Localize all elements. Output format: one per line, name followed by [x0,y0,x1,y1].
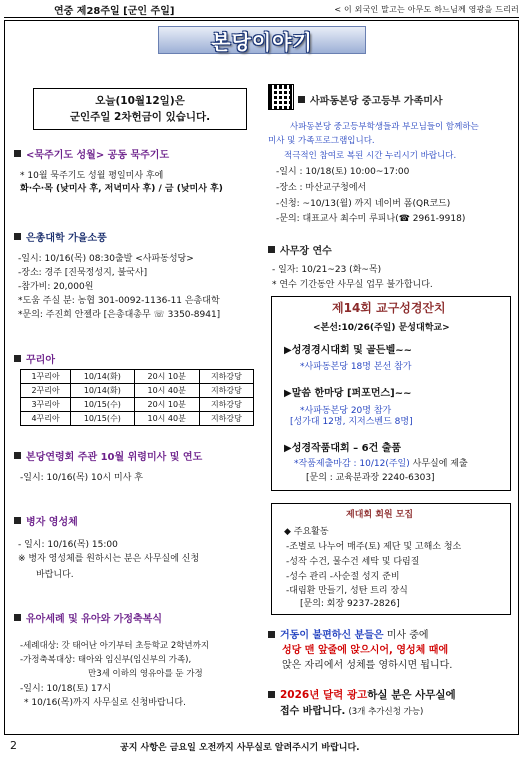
curia-table [20,369,254,426]
table-cell: 2꾸리아 [21,384,71,398]
seat-notice-line2: 성당 맨 앞줄에 앉으시어, 영성체 때에 [282,645,449,656]
elder-univ-line: -장소: 경주 [진묵정성지, 불국사] [18,268,148,278]
festival-item1: ▶성경경시대회 및 골든벨~~ [284,345,413,356]
sick-line1: - 일시: 10/16(목) 15:00 [18,540,118,550]
youth-intro3: 적극적인 참여로 복된 시간 누리시기 바랍니다. [284,151,457,161]
baptism-section-title: 유아세례 및 유아와 가정축복식 [14,610,162,625]
calendar-ad-line1: 2026년 달력 광고하실 분은 사무실에 [268,689,456,703]
recruit-line: -조별로 나누어 매주(토) 제단 및 고해소 청소 [286,542,462,552]
table-row [21,398,254,412]
square-bullet-icon [14,233,21,240]
recruit-line: -성작 수건, 물수건 세탁 및 다림질 [286,557,420,567]
baptism-line: -일시: 10/18(토) 17시 [20,684,112,694]
festival-item2: ▶말씀 한마당 [퍼포먼스]~~ [284,388,412,399]
office-line2: * 연수 기간동안 사무실 업무 불가합니다. [272,280,433,290]
elder-univ-line: *도움 주실 분: 농협 301-0092-1136-11 은총대학 [18,296,220,306]
table-cell: 10시 40분 [134,384,199,398]
collection-notice [33,88,247,130]
footer-notice: 공지 사항은 금요일 오전까지 사무실로 알려주시기 바랍니다. [120,743,360,753]
recruit-line: -대림환 만들기, 성탄 트리 장식 [286,586,408,596]
sick-line3: 바랍니다. [36,570,74,580]
rosary-section-title: <묵주기도 성월> 공동 묵주기도 [14,146,169,161]
youth-mass-section-title: 사파동본당 중고등부 가족미사 [298,92,443,107]
table-cell: 10/14(화) [71,370,134,384]
square-bullet-icon [14,355,21,362]
square-bullet-icon [268,246,275,253]
festival-item3-note: *작품제출마감 : 10/12(주일) 사무실에 제출 [294,459,468,469]
baptism-line: * 10/16(목)까지 사무실로 신청바랍니다. [24,698,186,708]
youth-line: -신청: ~10/13(월) 까지 네이버 폼(QR코드) [276,199,451,209]
festival-item3-note2: [문의 : 교육분과장 2240-6303] [306,473,435,483]
table-cell: 10/15(수) [71,412,134,426]
elder-univ-line: -일시: 10/16(목) 08:30출발 <사파동성당> [18,254,194,264]
recruit-line: -성수 관리 -사순절 성지 준비 [286,572,400,582]
baptism-line: -세례대상: 갓 태어난 아기부터 초등학교 2학년까지 [20,641,210,651]
title-banner [158,26,366,54]
page-header [4,2,519,18]
square-bullet-icon [268,691,275,698]
elder-univ-section-title: 은총대학 가을소풍 [14,229,107,244]
table-cell: 3꾸리아 [21,398,71,412]
festival-item2-note1: *사파동본당 20명 참가 [300,406,392,416]
table-row [21,412,254,426]
table-cell: 10시 40분 [134,412,199,426]
festival-item2-note2: [성가대 12명, 지저스벤드 8명] [290,417,413,427]
seat-notice-line3: 앉은 자리에서 성체를 영하시면 됩니다. [282,660,453,671]
youth-line: -문의: 대표교사 최수미 루피나(☎ 2961-9918) [276,214,466,224]
square-bullet-icon [268,631,275,638]
rosary-line2: 화·수·목 (낮미사 후, 저녁미사 후) / 금 (낮미사 후) [20,184,223,194]
table-cell: 지하강당 [199,412,253,426]
youth-line: -일시 : 10/18(토) 10:00~17:00 [276,167,410,177]
seat-notice-line1: 거동이 불편하신 분들은 미사 중에 [268,629,429,643]
table-cell: 10/14(화) [71,384,134,398]
table-row [21,370,254,384]
square-bullet-icon [14,452,21,459]
header-quote: < 이 외국인 말고는 아무도 하느님께 영광을 드리러 [334,5,519,14]
elder-univ-line: -참가비: 20,000원 [18,282,94,292]
table-cell: 20시 10분 [134,370,199,384]
youth-intro1: 사파동본당 중고등부학생들과 부모님들이 함께하는 [290,122,479,132]
page-number: 2 [10,739,17,752]
youth-intro2: 미사 및 가족프로그램입니다. [268,136,375,146]
table-cell: 1꾸리아 [21,370,71,384]
youth-line: -장소 : 마산교구청에서 [276,183,367,193]
table-cell: 지하강당 [199,384,253,398]
office-section-title: 사무장 연수 [268,242,332,257]
square-bullet-icon [14,614,21,621]
page-title: 본당이야기 [211,29,313,54]
elder-univ-line: *문의: 주진희 안젤라 [은총대총무 ☏ 3350-8941] [18,310,221,320]
recruit-title: 제대회 회원 모집 [346,510,414,520]
notice-line2: 군인주일 2차헌금이 있습니다. [69,111,211,123]
festival-item3: ▶성경작품대회 – 6건 출품 [284,443,402,454]
table-cell: 지하강당 [199,398,253,412]
office-line1: - 일자: 10/21~23 (화~목) [272,265,382,275]
sick-line2: ※ 병자 영성체를 원하시는 분은 사무실에 신청 [18,554,200,564]
qr-code-icon[interactable] [268,84,294,110]
table-cell: 4꾸리아 [21,412,71,426]
table-cell: 20시 10분 [134,398,199,412]
square-bullet-icon [14,150,21,157]
notice-line1: 오늘(10월12일)은 [95,95,185,107]
festival-subtitle: <본선:10/26(주일) 문성대학교> [313,323,450,333]
recruit-heading: ◆ 주요활동 [284,527,329,537]
baptism-line: 만3세 이하의 영유아를 둔 가정 [88,669,203,679]
festival-title: 제14회 교구성경잔치 [332,301,446,315]
table-row [21,384,254,398]
week-title: 연중 제28주일 [군인 주일] [54,6,175,17]
sick-communion-section-title: 병자 영성체 [14,513,78,528]
rosary-line1: * 10월 묵주기도 성월 평일미사 후에 [20,171,164,181]
table-cell: 지하강당 [199,370,253,384]
square-bullet-icon [14,517,21,524]
curia-section-title: 꾸리아 [14,351,55,366]
table-cell: 10/15(수) [71,398,134,412]
memorial-section-title: 본당연령회 주관 10월 위령미사 및 연도 [14,448,202,463]
festival-item1-note: *사파동본당 18명 본선 참가 [300,362,412,372]
calendar-ad-line2: 접수 바랍니다. (3개 추가신청 가능) [280,706,424,717]
square-bullet-icon [298,96,305,103]
recruit-line: [문의: 회장 9237-2826] [300,599,400,609]
memorial-line1: -일시: 10/16(목) 10시 미사 후 [20,473,143,483]
baptism-line: -가정축복대상: 태아와 임신부(임신부의 가족), [20,655,192,665]
